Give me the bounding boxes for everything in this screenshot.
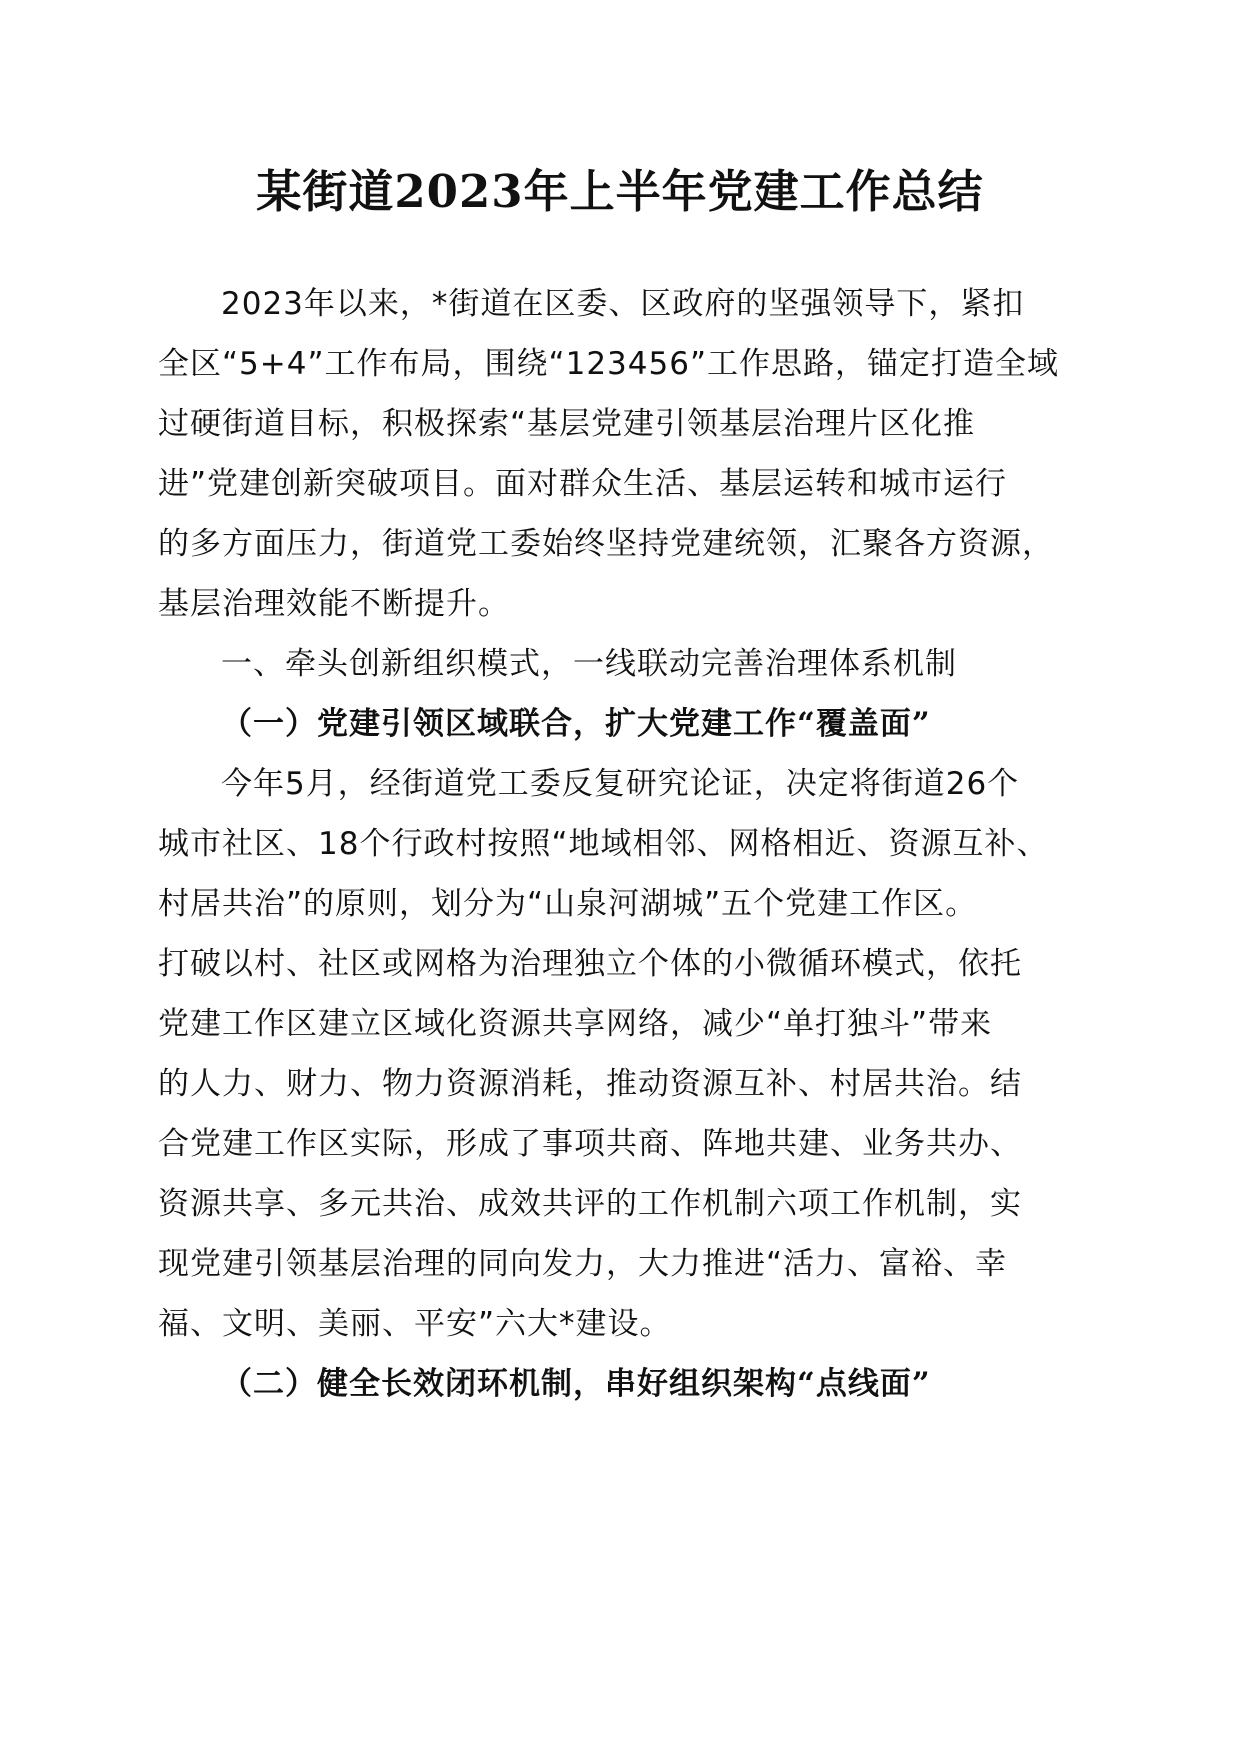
paragraph-line: 党建工作区建立区域化资源共享网络，减少“单打独斗”带来	[158, 1006, 993, 1042]
paragraph-line: 的多方面压力，街道党工委始终坚持党建统领，汇聚各方资源，	[158, 526, 1054, 562]
paragraph-line: 合党建工作区实际，形成了事项共商、阵地共建、业务共办、	[158, 1126, 1022, 1162]
subsection-heading: （一）党建引领区域联合，扩大党建工作“覆盖面”	[221, 706, 931, 742]
paragraph-line: 进”党建创新突破项目。面对群众生活、基层运转和城市运行	[158, 466, 1008, 502]
paragraph-line: 的人力、财力、物力资源消耗，推动资源互补、村居共治。结	[158, 1066, 1022, 1102]
paragraph-line: 福、文明、美丽、平安”六大*建设。	[158, 1306, 672, 1342]
paragraph-line: 资源共享、多元共治、成效共评的工作机制六项工作机制，实	[158, 1186, 1022, 1222]
paragraph-line: 今年5月，经街道党工委反复研究论证，决定将街道26个	[221, 766, 1020, 802]
paragraph-line: 村居共治”的原则，划分为“山泉河湖城”五个党建工作区。	[158, 886, 978, 922]
paragraph-line: 基层治理效能不断提升。	[158, 586, 510, 622]
paragraph-line: 城市社区、18个行政村按照“地域相邻、网格相近、资源互补、	[158, 826, 1049, 862]
document-title: 某街道2023年上半年党建工作总结	[256, 165, 984, 218]
paragraph-line: 打破以村、社区或网格为治理独立个体的小微循环模式，依托	[158, 946, 1022, 982]
paragraph-line: 过硬街道目标，积极探索“基层党建引领基层治理片区化推	[158, 406, 976, 442]
paragraph-line: 2023年以来，*街道在区委、区政府的坚强领导下，紧扣	[221, 286, 1025, 322]
subsection-heading: （二）健全长效闭环机制，串好组织架构“点线面”	[221, 1366, 931, 1402]
section-heading: 一、牵头创新组织模式，一线联动完善治理体系机制	[221, 646, 957, 682]
paragraph-line: 现党建引领基层治理的同向发力，大力推进“活力、富裕、幸	[158, 1246, 1008, 1282]
paragraph-line: 全区“5+4”工作布局，围绕“123456”工作思路，锚定打造全域	[158, 346, 1059, 382]
